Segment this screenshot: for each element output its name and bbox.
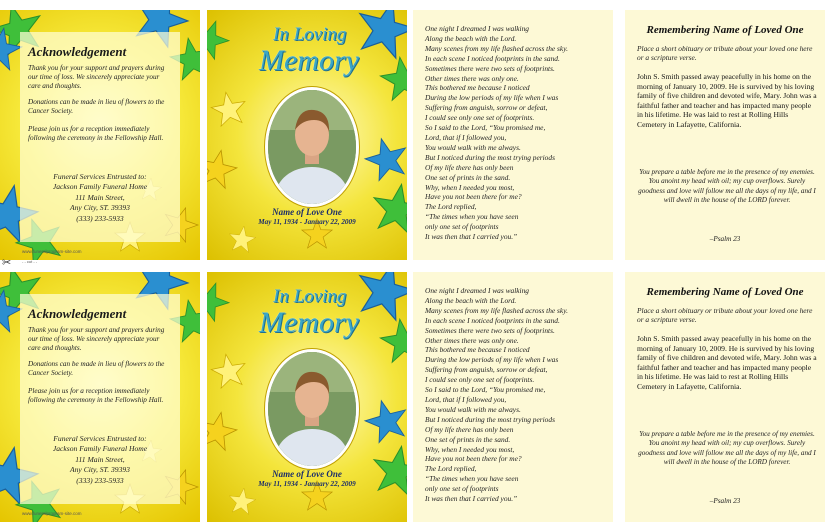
poem-line: I could see only one set of footprints. [425, 375, 535, 385]
poem-line: Of my life there has only been [425, 424, 514, 434]
remembering-title: Remembering Name of Loved One [646, 286, 804, 298]
poem-line: Suffering from anguish, sorrow or defeat, [425, 103, 548, 113]
poem-line: I could see only one set of footprints. [425, 113, 535, 123]
funeral-line: 111 Main Street, [75, 454, 125, 464]
donations-text: Donations can be made in lieu of flowers to the Cancer Society. [28, 360, 165, 378]
donations-text: Donations can be made in lieu of flowers to the Cancer Society. [28, 98, 165, 116]
poem-line: One set of prints in the sand. [425, 172, 511, 182]
poem-line: “The times when you have seen [425, 212, 519, 222]
tribute-placeholder: Place a short obituary or tribute about your loved one here or a scripture verse. [637, 44, 813, 63]
remembering-title: Remembering Name of Loved One [646, 24, 804, 36]
poem-line: Why, when I needed you most, [425, 444, 515, 454]
acknowledgement-title: Acknowledgement [28, 44, 127, 59]
poem-line: You would walk with me always. [425, 142, 521, 152]
script-in-loving: In Loving [273, 286, 347, 307]
poem-line: During the low periods of my life when I was [425, 355, 559, 365]
site-url: www.funeralprogram-site.com [22, 249, 82, 254]
poem-line: Of my life there has only been [425, 162, 514, 172]
poem-line: But I noticed during the most trying periods [425, 414, 555, 424]
poem-line: Along the beach with the Lord. [425, 33, 517, 43]
poem-line: Sometimes there were two sets of footprints. [425, 63, 555, 73]
funeral-services-block [20, 434, 180, 486]
tribute-placeholder: Place a short obituary or tribute about your loved one here or a scripture verse. [637, 306, 813, 325]
script-in-loving: In Loving [273, 24, 347, 45]
reception-text: Please join us for a reception immediately following the ceremony in the Fellowship Hall. [28, 125, 164, 143]
footprints-poem [425, 286, 610, 504]
funeral-line: Jackson Family Funeral Home [52, 444, 148, 454]
poem-line: The Lord replied, [425, 202, 477, 212]
poem-line: Have you not been there for me? [425, 454, 522, 464]
poem-card-1 [413, 10, 613, 260]
script-memory: Memory [259, 44, 359, 77]
remembering-card-1 [625, 10, 825, 260]
funeral-line: Funeral Services Entrusted to: [53, 172, 147, 181]
funeral-line: Funeral Services Entrusted to: [53, 434, 147, 443]
poem-line: During the low periods of my life when I was [425, 93, 559, 103]
poem-line: One set of prints in the sand. [425, 434, 511, 444]
poem-card-2 [413, 272, 613, 522]
poem-line: This bothered me because I noticed [425, 345, 530, 355]
funeral-line: Jackson Family Funeral Home [52, 182, 148, 192]
thanks-text: Thank you for your support and prayers during our time of loss. We sincerely appreciate your care and thoughts. [28, 64, 165, 91]
cover-dates: May 11, 1934 - January 22, 2009 [258, 218, 356, 226]
cut-label: - - cut - - [22, 259, 38, 264]
portrait-photo [265, 349, 359, 469]
poem-line: Suffering from anguish, sorrow or defeat, [425, 365, 548, 375]
funeral-services-block [20, 172, 180, 224]
acknowledgement-card-1 [0, 10, 200, 260]
poem-line: This bothered me because I noticed [425, 83, 530, 93]
site-url: www.funeralprogram-site.com [22, 511, 82, 516]
funeral-line: (333) 233-5933 [76, 213, 124, 223]
poem-line: only one set of footprints [425, 222, 499, 232]
scripture-verse: You prepare a table before me in the presence of my enemies. You anoint my head with oil; my cup overflows. Surely goodness and love will follow me all the days of my life, and I will dwell in the house of the LORD forever. [638, 430, 816, 467]
poem-line: The Lord replied, [425, 464, 477, 474]
script-memory: Memory [259, 306, 359, 339]
poem-line: Lord, that if I followed you, [425, 394, 507, 404]
poem-line: Lord, that if I followed you, [425, 132, 507, 142]
poem-line: So I said to the Lord, “You promised me, [425, 123, 546, 133]
poem-line: Many scenes from my life flashed across the sky. [425, 43, 568, 53]
poem-line: Along the beach with the Lord. [425, 295, 517, 305]
psalm-reference: –Psalm 23 [709, 497, 741, 505]
poem-line: Many scenes from my life flashed across the sky. [425, 305, 568, 315]
poem-line: It was then that I carried you.” [425, 494, 518, 504]
cover-name: Name of Love One [272, 207, 342, 217]
funeral-line: Any City, ST. 39393 [70, 203, 130, 213]
acknowledgement-card-2 [0, 272, 200, 522]
obituary-text: John S. Smith passed away peacefully in his home on the morning of January 10, 2009. He is survived by his loving family of five children and devoted wife, Mary. John was a faithful father and teacher and has impacted many people in his lifetime. He was laid to rest at Rolling Hills Cemetery in Lafayette, California. [637, 334, 817, 391]
poem-line: “The times when you have seen [425, 474, 519, 484]
poem-line: You would walk with me always. [425, 404, 521, 414]
cover-name: Name of Love One [272, 469, 342, 479]
poem-line: One night I dreamed I was walking [425, 24, 530, 33]
poem-line: only one set of footprints [425, 484, 499, 494]
poem-line: It was then that I carried you.” [425, 232, 518, 242]
poem-line: In each scene I noticed footprints in the sand. [425, 315, 560, 325]
thanks-text: Thank you for your support and prayers during our time of loss. We sincerely appreciate your care and thoughts. [28, 326, 165, 353]
poem-line: Other times there was only one. [425, 73, 519, 83]
obituary-text: John S. Smith passed away peacefully in his home on the morning of January 10, 2009. He is survived by his loving family of five children and devoted wife, Mary. John was a faithful father and teacher and has impacted many people in his lifetime. He was laid to rest at Rolling Hills Cemetery in Lafayette, California. [637, 72, 817, 129]
portrait-photo [265, 87, 359, 207]
footprints-poem [425, 24, 610, 242]
funeral-line: (333) 233-5933 [76, 475, 124, 485]
remembering-card-2 [625, 272, 825, 522]
cover-dates: May 11, 1934 - January 22, 2009 [258, 480, 356, 488]
scripture-verse: You prepare a table before me in the presence of my enemies. You anoint my head with oil; my cup overflows. Surely goodness and love will follow me all the days of my life, and I will dwell in the house of the LORD forever. [638, 168, 816, 205]
poem-line: Why, when I needed you most, [425, 182, 515, 192]
poem-line: So I said to the Lord, “You promised me, [425, 385, 546, 395]
cover-card-2 [207, 272, 407, 522]
poem-line: But I noticed during the most trying periods [425, 152, 555, 162]
cover-card-1 [207, 10, 407, 260]
poem-line: One night I dreamed I was walking [425, 286, 530, 295]
scissors-icon: ✂ [2, 257, 12, 269]
poem-line: Sometimes there were two sets of footprints. [425, 325, 555, 335]
funeral-line: Any City, ST. 39393 [70, 465, 130, 475]
psalm-reference: –Psalm 23 [709, 235, 741, 243]
poem-line: In each scene I noticed footprints in the sand. [425, 53, 560, 63]
acknowledgement-title: Acknowledgement [28, 306, 127, 321]
poem-line: Other times there was only one. [425, 335, 519, 345]
funeral-line: 111 Main Street, [75, 192, 125, 202]
reception-text: Please join us for a reception immediately following the ceremony in the Fellowship Hall. [28, 387, 164, 405]
poem-line: Have you not been there for me? [425, 192, 522, 202]
